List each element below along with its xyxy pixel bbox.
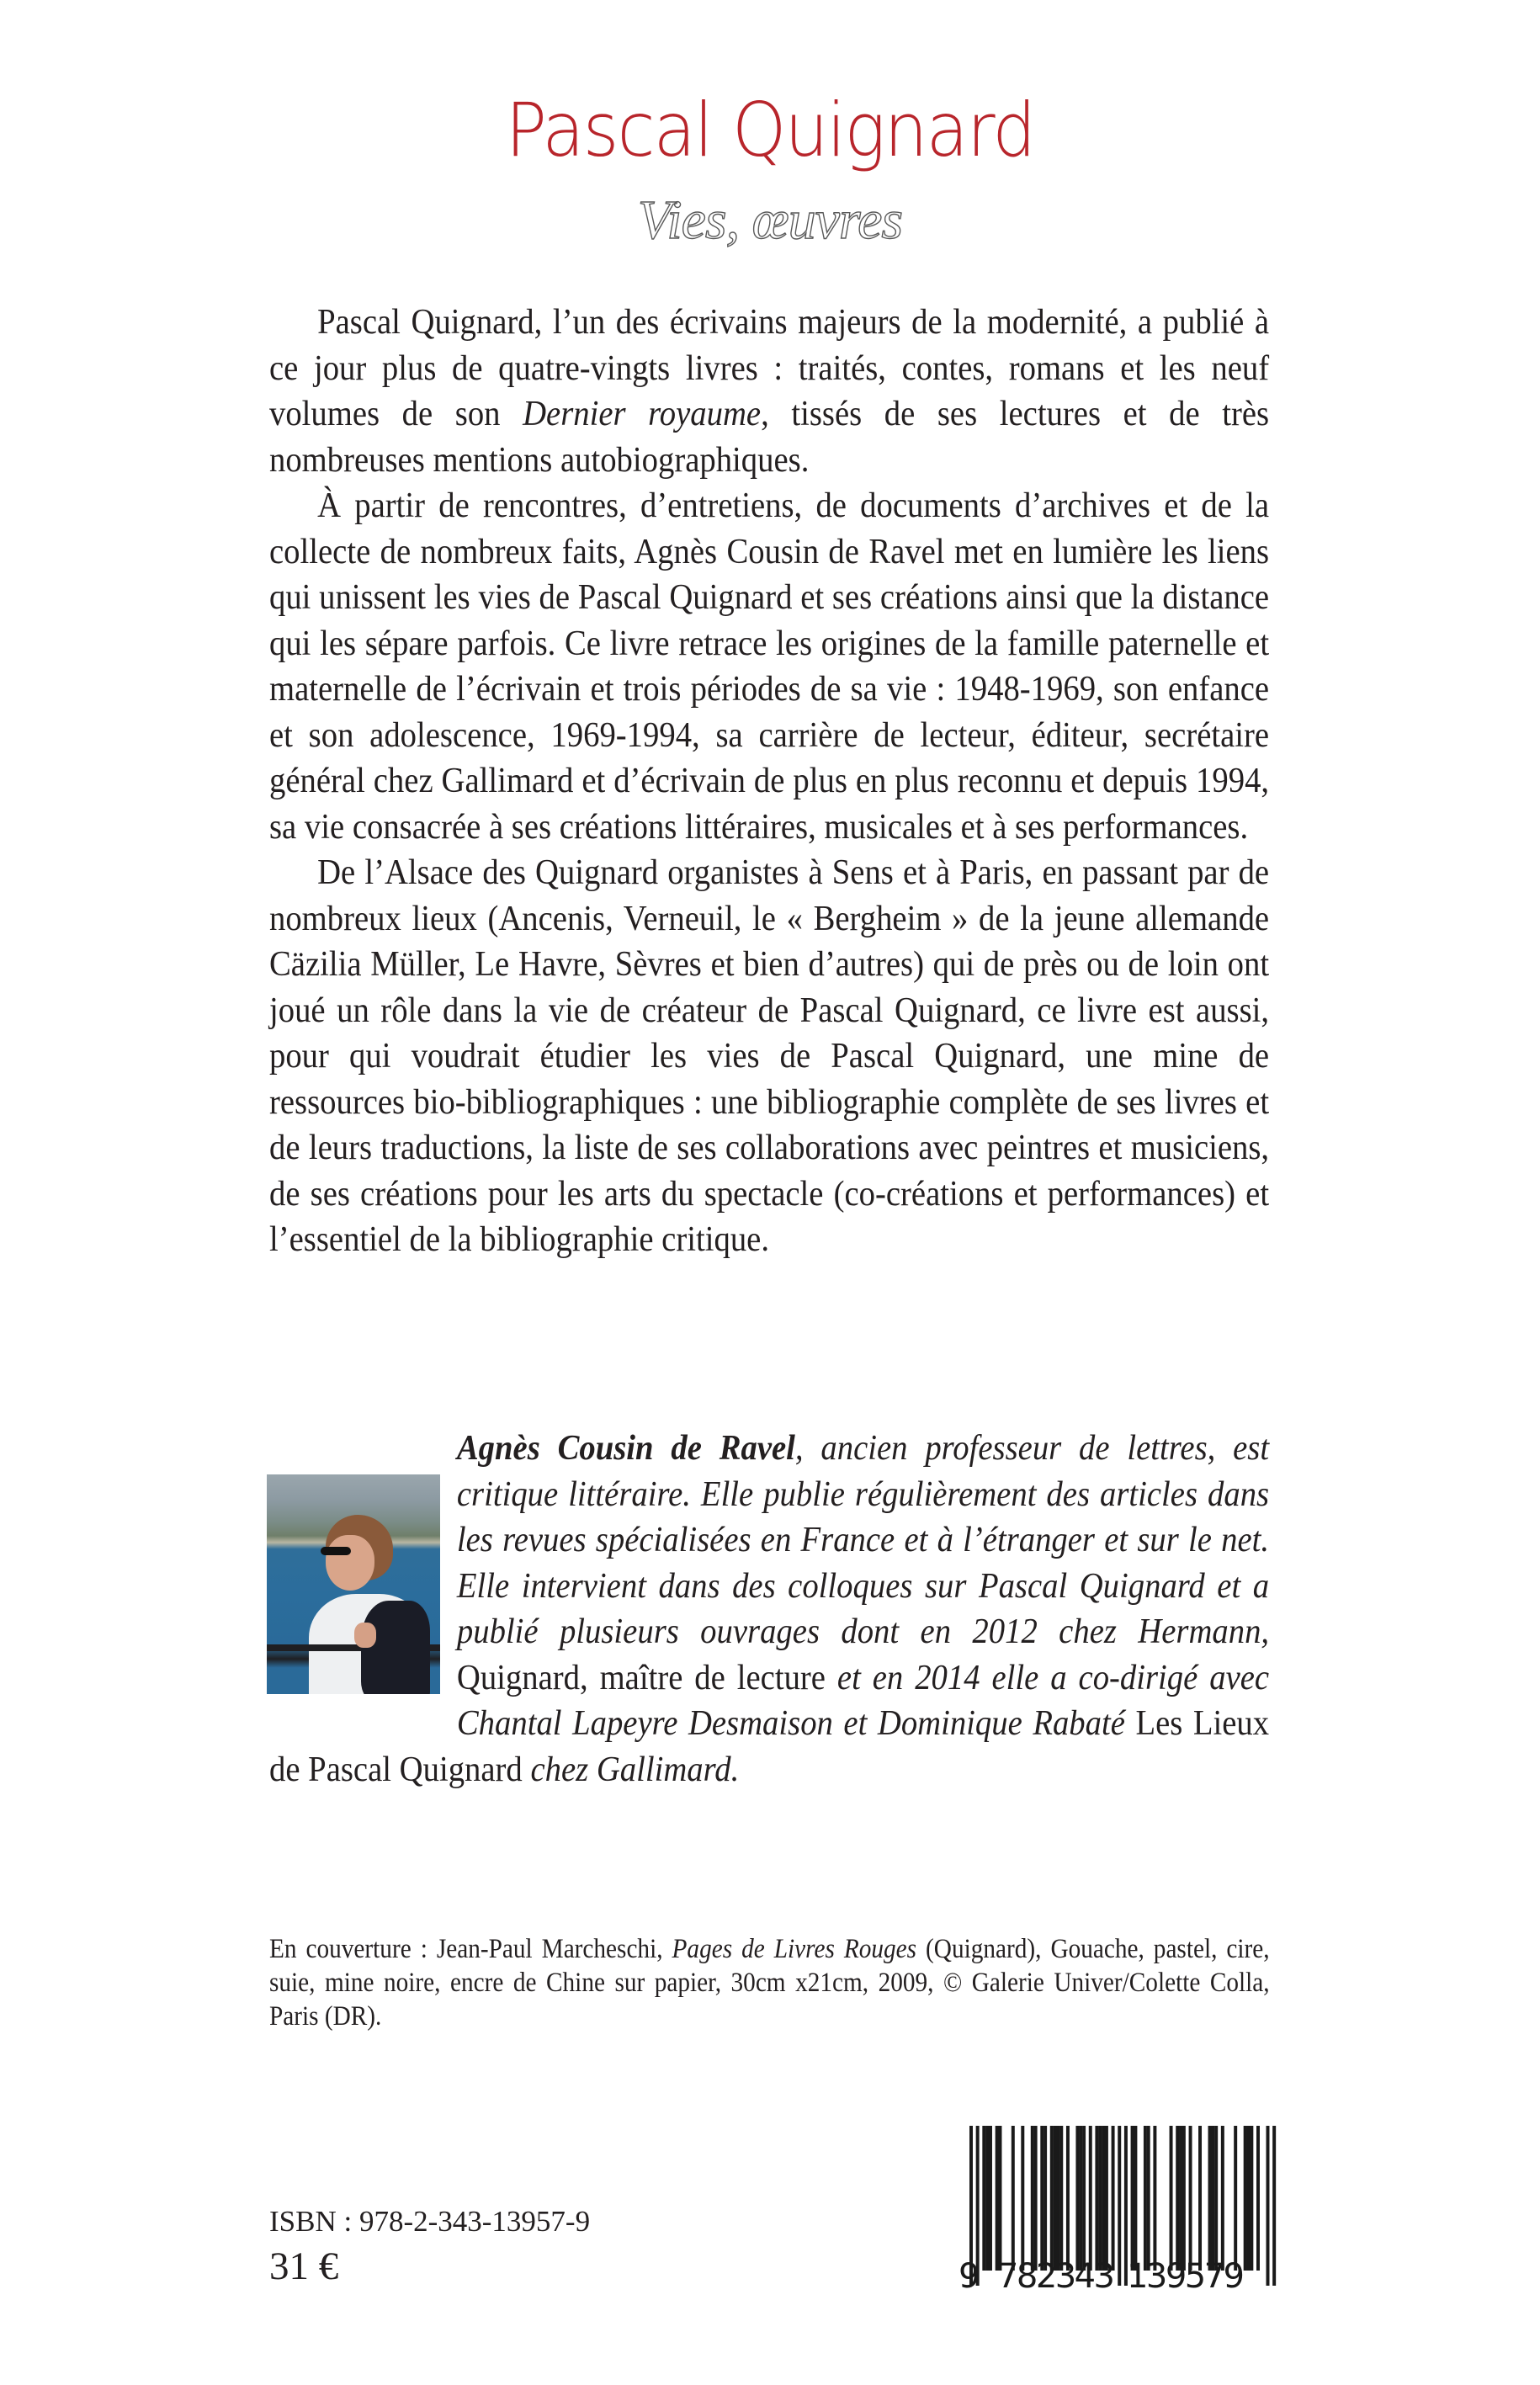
- barcode-digits-left: 782343: [997, 2257, 1115, 2292]
- credits-text: (Quignard), Gouache, pastel, cire, suie, mine noire, encre de Chine sur papier, 30cm x21cm, 2009, © Galerie Univer/Colette Colla, Paris (DR).: [269, 1934, 1270, 2032]
- barcode-digit-first: 9: [959, 2257, 980, 2292]
- book-reference-les-lieux: Les Lieux de Pascal Quignard: [269, 1704, 1270, 1789]
- photo-spacer: [269, 1426, 457, 1702]
- credits-text: En couverture : Jean-Paul Marcheschi,: [269, 1934, 672, 1964]
- blurb-text: , tissés de ses lectures et de très nombreuses mentions autobiographiques.: [269, 395, 1270, 480]
- author-bio: [269, 1426, 1269, 1793]
- price: 31 €: [269, 2244, 339, 2288]
- book-title: Pascal Quignard: [505, 87, 1035, 173]
- blurb-paragraph-1: [269, 300, 1269, 483]
- barcode-graphic: [948, 2124, 1285, 2292]
- book-reference-maitre-de-lecture: Quignard, maître de lecture: [456, 1658, 826, 1697]
- cover-credits-text: [269, 1932, 1270, 2033]
- bio-text: et en 2014 elle a co-dirigé avec Chantal Lapeyre Desmaison et Dominique Rabaté: [456, 1658, 1270, 1743]
- barcode-digits-right: 139579: [1127, 2257, 1245, 2292]
- author-bio-text: [269, 1426, 1269, 1793]
- blurb-paragraph-3: De l’Alsace des Quignard organistes à Sens et à Paris, en passant par de nombreux lieux (Ancenis, Verneuil, le « Bergheim » de la jeune allemande Cäzilia Müller, Le Havre, Sèvres et bien d’autres) qui de près ou de loin ont joué un rôle dans la vie de créateur de Pascal Quignard, ce livre est aussi, pour qui voudrait étudier les vies de Pascal Quignard, une mine de ressources bio-bibliographiques : une bibliographie complète de ses livres et de leurs traductions, la liste de ses collaborations avec peintres et musiciens, de ses créations pour les arts du spectacle (co-créations et performances) et l’essentiel de la bibliographie critique.: [269, 853, 1270, 1259]
- artwork-title: Pages de Livres Rouges: [672, 1934, 917, 1964]
- author-name: Agnès Cousin de Ravel: [456, 1429, 795, 1468]
- blurb-text: Pascal Quignard, l’un des écrivains majeurs de la modernité, a publié à ce jour plus de quatre-vingts livres : traités, contes, romans et les neuf volumes de son: [269, 303, 1270, 433]
- ean13-barcode: [948, 2124, 1285, 2292]
- bio-text: , ancien professeur de lettres, est critique littéraire. Elle publie régulièrement des articles dans les revues spécialisées en France et à l’étranger et sur le net. Elle intervient dans des colloques sur Pascal Quignard et a publié plusieurs ouvrages dont en 2012 chez Hermann,: [456, 1429, 1270, 1651]
- book-subtitle: Vies, œuvres: [637, 189, 903, 251]
- bio-text: chez Gallimard.: [522, 1750, 740, 1789]
- blurb-paragraph-2: À partir de rencontres, d’entretiens, de documents d’archives et de la collecte de nombreux faits, Agnès Cousin de Ravel met en lumière les liens qui unissent les vies de Pascal Quignard et ses créations ainsi que la distance qui les sépare parfois. Ce livre retrace les origines de la famille paternelle et maternelle de l’écrivain et trois périodes de sa vie : 1948-1969, son enfance et son adolescence, 1969-1994, sa carrière de lecteur, éditeur, secrétaire général chez Gallimard et d’écrivain de plus en plus reconnu et depuis 1994, sa vie consacrée à ses créations littéraires, musicales et à ses performances.: [269, 486, 1270, 847]
- isbn: ISBN : 978-2-343-13957-9: [269, 2205, 591, 2238]
- cover-credits: [269, 1932, 1269, 2033]
- blurb: [269, 300, 1269, 1263]
- book-reference-dernier-royaume: Dernier royaume: [523, 395, 762, 433]
